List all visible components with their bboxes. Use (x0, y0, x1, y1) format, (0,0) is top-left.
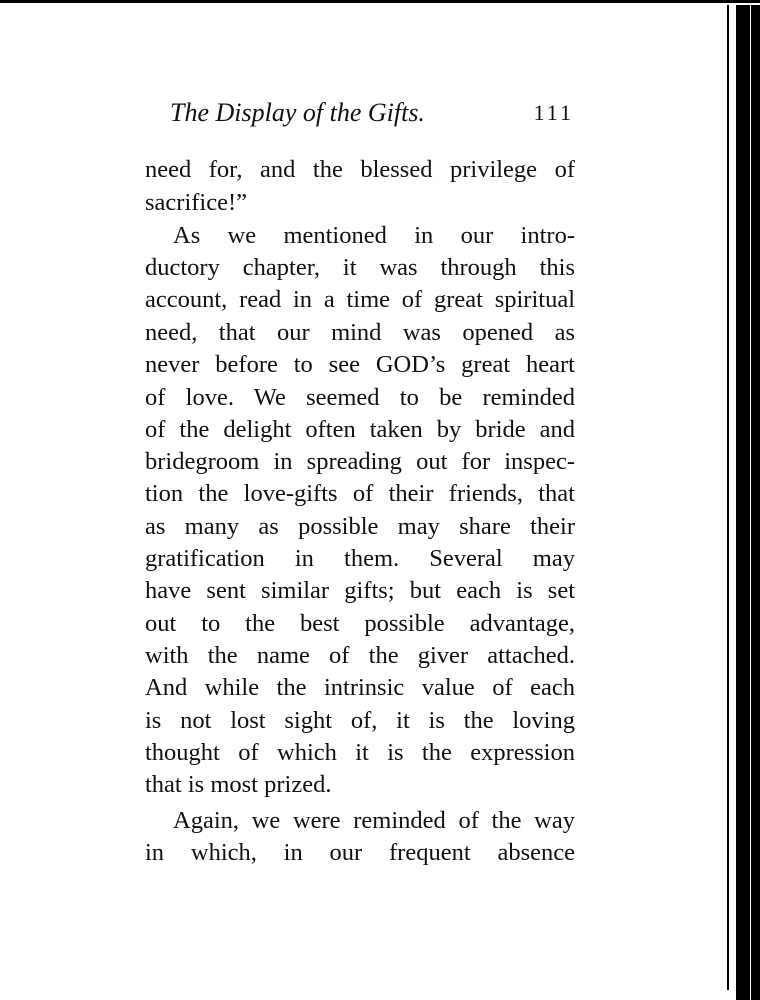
text-line: bridegroom in spreading out for inspec- (145, 448, 575, 475)
page-number: 111 (533, 100, 574, 125)
text-line: need, that our mind was opened as (145, 319, 575, 346)
text-line: gratification in them. Several may (145, 545, 575, 572)
scan-edge-shadow-outer (751, 5, 760, 1000)
text-line: in which, in our frequent absence (145, 839, 575, 866)
text-line: tion the love-gifts of their friends, that (145, 480, 575, 507)
text-line: sacrifice!” (145, 189, 247, 216)
scan-top-border (0, 0, 760, 3)
text-line: of the delight often taken by bride and (145, 416, 575, 443)
text-line: as many as possible may share their (145, 513, 575, 540)
text-line: of love. We seemed to be reminded (145, 384, 575, 411)
text-line: out to the best possible advantage, (145, 610, 575, 637)
running-title: The Display of the Gifts. (170, 98, 425, 127)
text-line: that is most prized. (145, 771, 332, 798)
scan-edge-shadow (736, 5, 750, 1000)
text-line: ductory chapter, it was through this (145, 254, 575, 281)
text-line: And while the intrinsic value of each (145, 674, 575, 701)
text-line: never before to see GOD’s great heart (145, 351, 575, 378)
running-header (170, 98, 574, 132)
text-line: have sent similar gifts; but each is set (145, 577, 575, 604)
text-line: is not lost sight of, it is the loving (145, 707, 575, 734)
text-line: Again, we were reminded of the way (173, 807, 575, 834)
text-line: As we mentioned in our intro- (173, 222, 575, 249)
scan-edge-line (727, 5, 729, 990)
text-line: thought of which it is the expression (145, 739, 575, 766)
text-line: account, read in a time of great spiritual (145, 286, 575, 313)
text-line: need for, and the blessed privilege of (145, 156, 575, 183)
text-line: with the name of the giver attached. (145, 642, 575, 669)
